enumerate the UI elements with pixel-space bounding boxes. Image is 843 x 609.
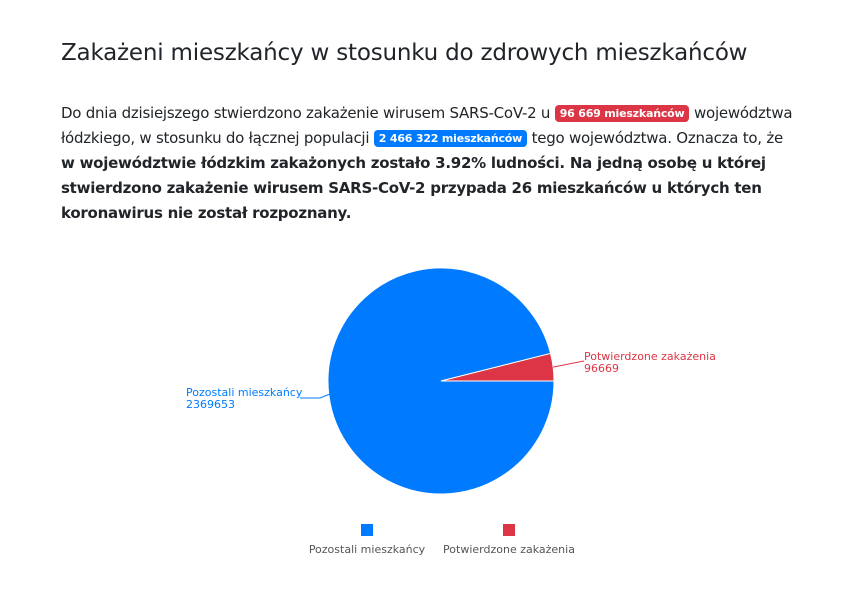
population-badge: 2 466 322 mieszkańców [374,130,527,147]
summary-text-1: Do dnia dzisiejszego stwierdzono zakażenie wirusem SARS-CoV-2 u [61,104,555,122]
summary-text-3: tego województwa. Oznacza to, że [527,129,783,147]
label-value-remaining: 2369653 [186,398,235,411]
legend-remaining[interactable] [309,524,426,556]
legend-remaining-swatch [361,524,373,536]
legend-confirmed[interactable] [443,524,575,556]
summary-text-2: województwa łódzkiego, w stosunku do łącznej populacji [61,104,793,147]
label-line-remaining [300,394,330,398]
legend-confirmed-swatch [503,524,515,536]
label-line-confirmed [553,361,584,367]
pie-slices [328,268,554,494]
legend-remaining-label: Pozostali mieszkańcy [308,543,426,556]
legend-confirmed-label: Potwierdzone zakażenia [443,543,575,556]
label-name-remaining: Pozostali mieszkańcy [186,386,303,399]
page-title: Zakażeni mieszkańcy w stosunku do zdrowych mieszkańców [61,40,748,66]
chart-legend [309,524,575,556]
infected-count-badge: 96 669 mieszkańców [555,105,690,122]
summary-bold-text: w województwie łódzkim zakażonych zostało 3.92% ludności. Na jedną osobę u której stwierdzono zakażenie wirusem SARS-CoV-2 przypada 26 mieszkańców u których ten koronawirus nie został rozpoznany. [61,154,766,222]
label-value-confirmed: 96669 [584,362,619,375]
label-name-confirmed: Potwierdzone zakażenia [584,350,716,363]
